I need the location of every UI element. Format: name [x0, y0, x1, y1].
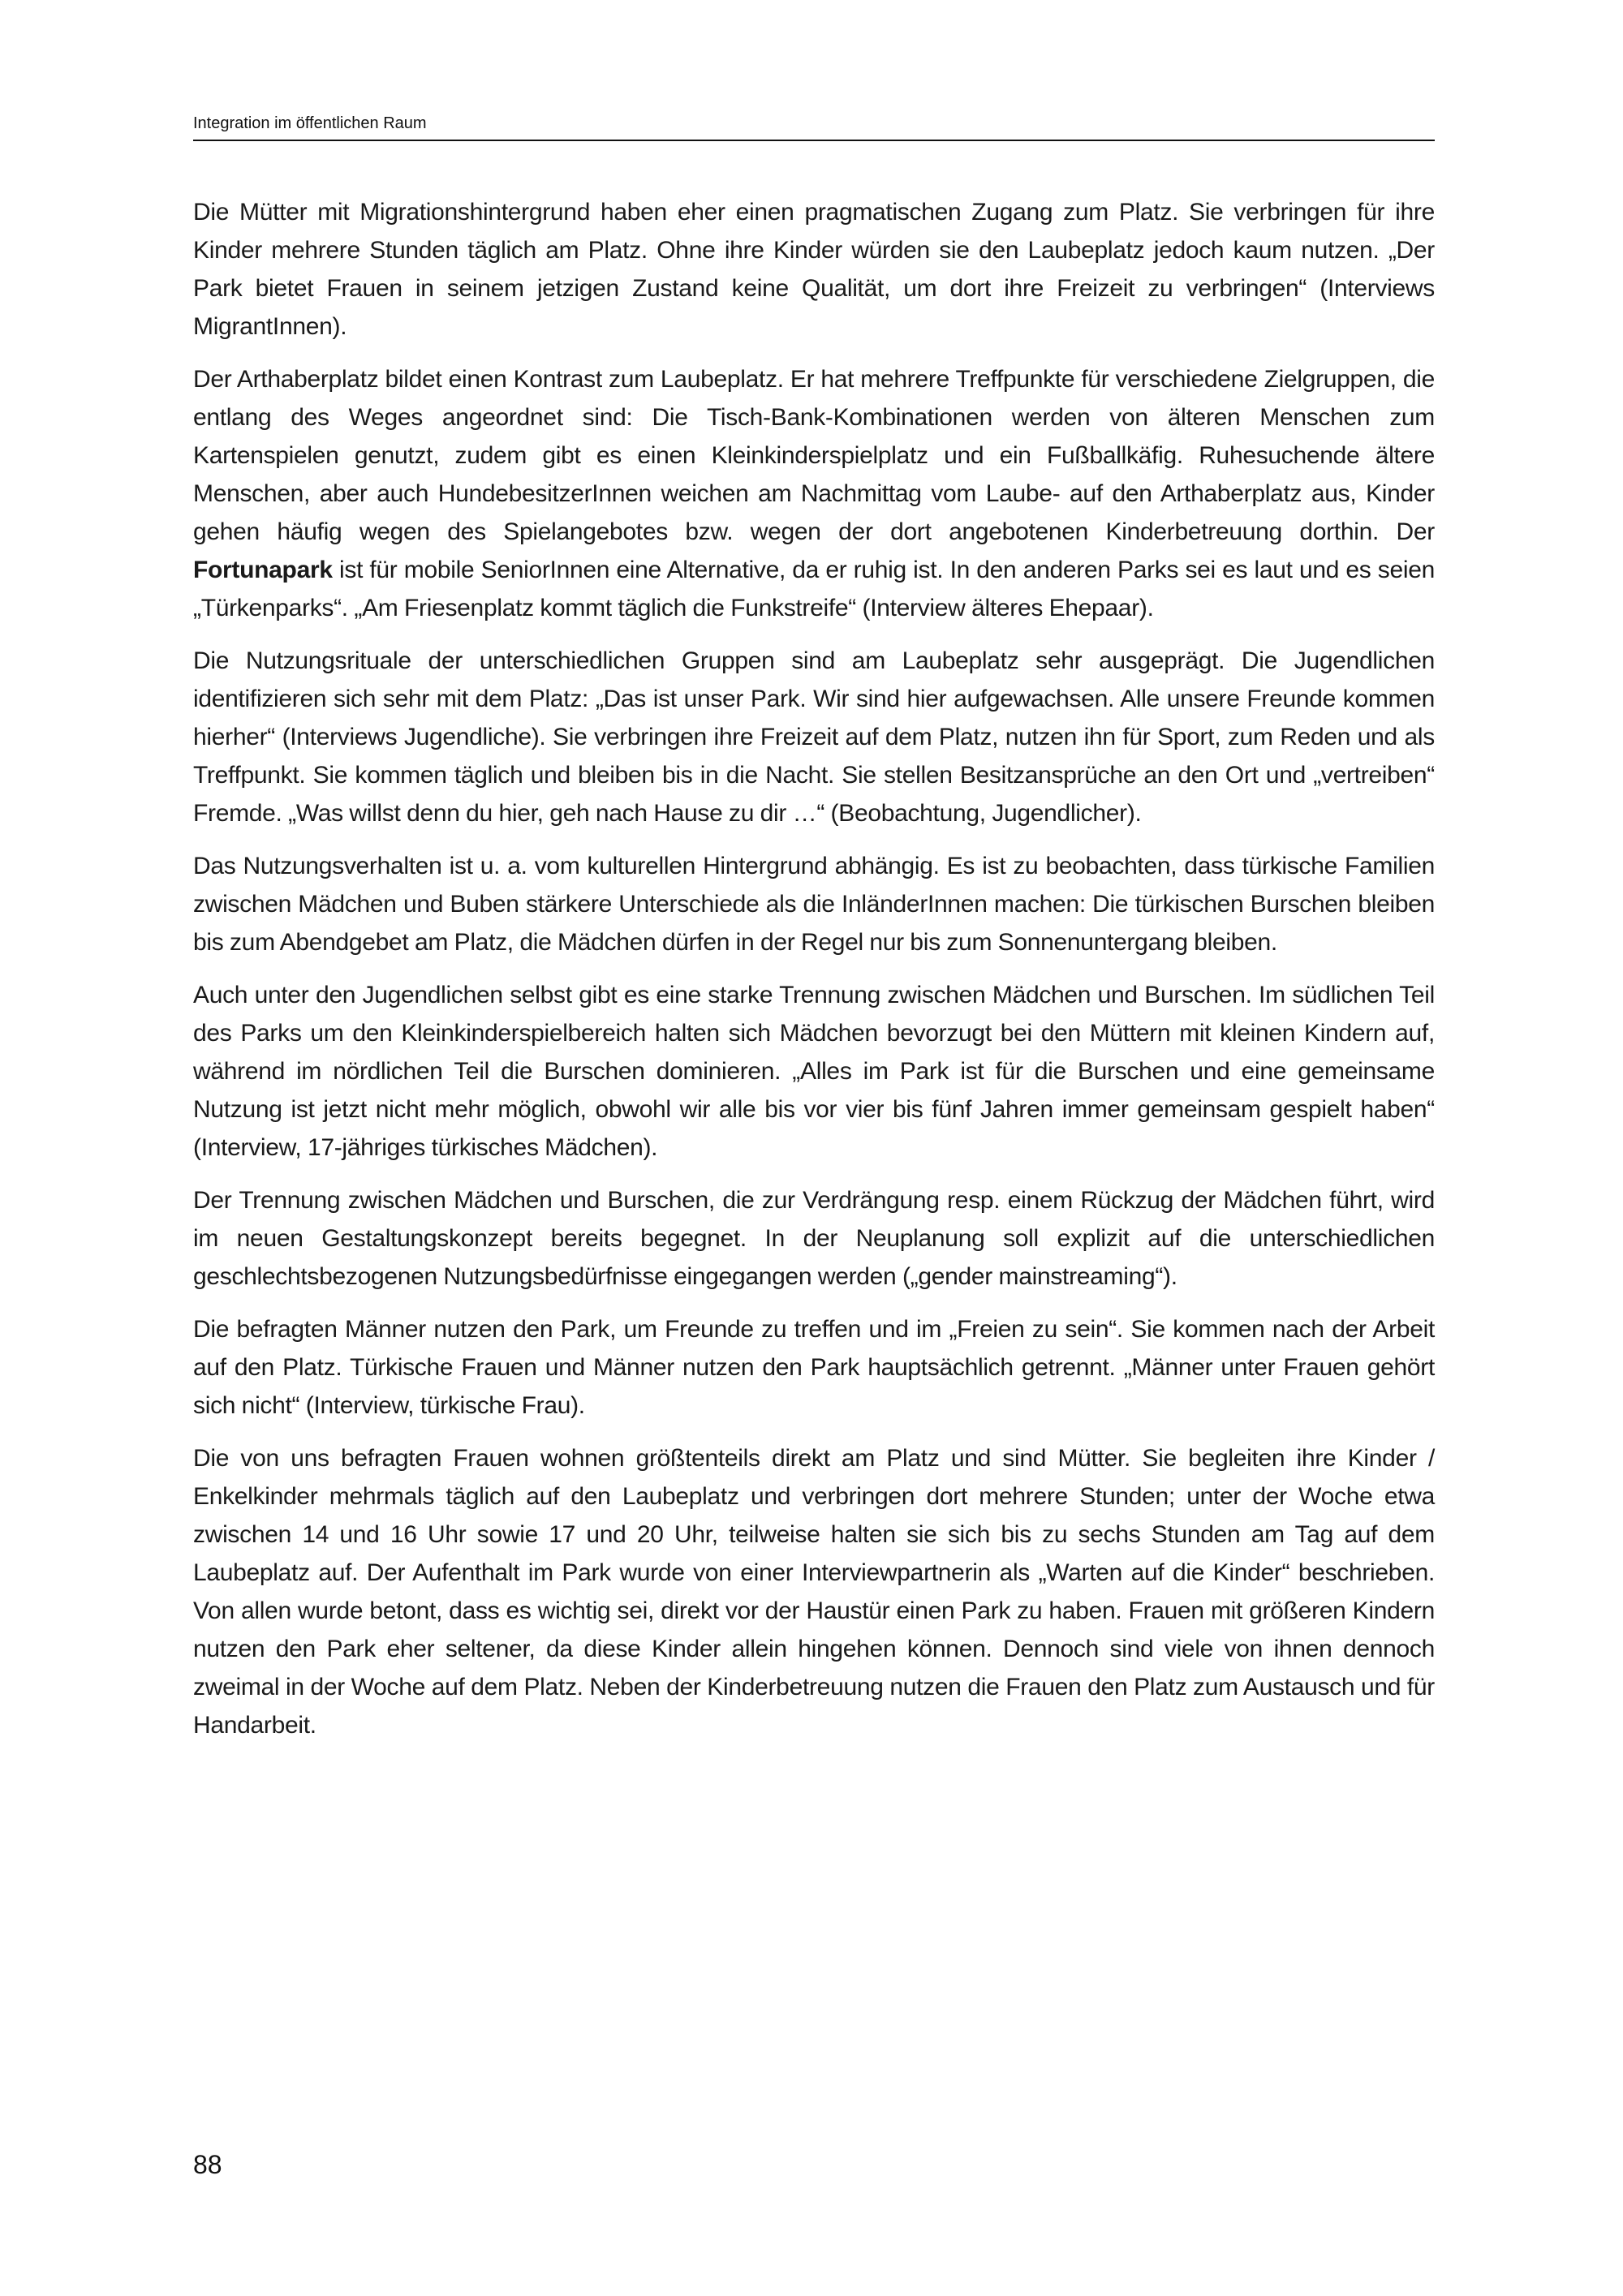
page-number: 88	[193, 2150, 222, 2179]
paragraph-4: Das Nutzungsverhalten ist u. a. vom kulturellen Hintergrund abhängig. Es ist zu beobachten, dass türkische Familien zwischen Mädchen und Buben stärkere Unterschiede als die InländerInnen machen: Die türkischen Burschen bleiben bis zum Abendgebet am Platz, die Mädchen dürfen in der Regel nur bis zum Sonnenuntergang bleiben.	[193, 853, 1435, 956]
running-header-title: Integration im öffentlichen Raum	[193, 114, 427, 132]
body-text	[193, 193, 1435, 1759]
paragraph-2	[193, 360, 1435, 627]
paragraph-1: Die Mütter mit Migrationshintergrund haben eher einen pragmatischen Zugang zum Platz. Sie verbringen für ihre Kinder mehrere Stunden täglich am Platz. Ohne ihre Kinder würden sie den Laubeplatz jedoch kaum nutzen. „Der Park bietet Frauen in seinem jetzigen Zustand keine Qualität, um dort ihre Freizeit zu verbringen“ (Interviews MigrantInnen).	[193, 199, 1435, 340]
paragraph-6: Der Trennung zwischen Mädchen und Burschen, die zur Verdrängung resp. einem Rückzug der Mädchen führt, wird im neuen Gestaltungskonzept bereits begegnet. In der Neuplanung soll explizit auf die unterschiedlichen geschlechtsbezogenen Nutzungsbedürfnisse eingegangen werden („gender mainstreaming“).	[193, 1187, 1435, 1290]
paragraph-5: Auch unter den Jugendlichen selbst gibt es eine starke Trennung zwischen Mädchen und Burschen. Im südlichen Teil des Parks um den Kleinkinderspielbereich halten sich Mädchen bevorzugt bei den Müttern mit kleinen Kindern auf, während im nördlichen Teil die Burschen dominieren. „Alles im Park ist für die Burschen und eine gemeinsame Nutzung ist jetzt nicht mehr möglich, obwohl wir alle bis vor vier bis fünf Jahren immer gemeinsam gespielt haben“ (Interview, 17-jähriges türkisches Mädchen).	[193, 982, 1435, 1161]
running-header	[193, 105, 1435, 141]
paragraph-7: Die befragten Männer nutzen den Park, um Freunde zu treffen und im „Freien zu sein“. Sie kommen nach der Arbeit auf den Platz. Türkische Frauen und Männer nutzen den Park hauptsächlich getrennt. „Männer unter Frauen gehört sich nicht“ (Interview, türkische Frau).	[193, 1316, 1435, 1419]
paragraph-8: Die von uns befragten Frauen wohnen größtenteils direkt am Platz und sind Mütter. Sie begleiten ihre Kinder / Enkelkinder mehrmals täglich auf den Laubeplatz und verbringen dort mehrere Stunden; unter der Woche etwa zwischen 14 und 16 Uhr sowie 17 und 20 Uhr, teilweise halten sie sich bis zu sechs Stunden am Tag auf dem Laubeplatz auf. Der Aufenthalt im Park wurde von einer Interviewpartnerin als „Warten auf die Kinder“ beschrieben. Von allen wurde betont, dass es wichtig sei, direkt vor der Haustür einen Park zu haben. Frauen mit größeren Kindern nutzen den Park eher seltener, da diese Kinder allein hingehen können. Dennoch sind viele von ihnen dennoch zweimal in der Woche auf dem Platz. Neben der Kinderbetreuung nutzen die Frauen den Platz zum Austausch und für Handarbeit.	[193, 1445, 1435, 1739]
paragraph-2-text-after: ist für mobile SeniorInnen eine Alternative, da er ruhig ist. In den anderen Parks sei es laut und es seien „Türkenparks“. „Am Friesenplatz kommt täglich die Funkstreife“ (Interview älteres Ehepaar).	[193, 557, 1435, 621]
paragraph-2-text-before: Der Arthaberplatz bildet einen Kontrast zum Laubeplatz. Er hat mehrere Treffpunkte für verschiedene Zielgruppen, die entlang des Weges angeordnet sind: Die Tisch-Bank-Kombinationen werden von älteren Menschen zum Kartenspielen genutzt, zudem gibt es einen Kleinkinderspielplatz und ein Fußballkäfig. Ruhesuchende ältere Menschen, aber auch HundebesitzerInnen weichen am Nachmittag vom Laube- auf den Arthaberplatz aus, Kinder gehen häufig wegen des Spielangebotes bzw. wegen der dort angebotenen Kinderbetreuung dorthin. Der	[193, 366, 1435, 545]
fortunapark-bold-term: Fortunapark	[193, 557, 333, 583]
paragraph-3: Die Nutzungsrituale der unterschiedlichen Gruppen sind am Laubeplatz sehr ausgeprägt. Die Jugendlichen identifizieren sich sehr mit dem Platz: „Das ist unser Park. Wir sind hier aufgewachsen. Alle unsere Freunde kommen hierher“ (Interviews Jugendliche). Sie verbringen ihre Freizeit auf dem Platz, nutzen ihn für Sport, zum Reden und als Treffpunkt. Sie kommen täglich und bleiben bis in die Nacht. Sie stellen Besitzansprüche an den Ort und „vertreiben“ Fremde. „Was willst denn du hier, geh nach Hause zu dir …“ (Beobachtung, Jugendlicher).	[193, 647, 1435, 827]
